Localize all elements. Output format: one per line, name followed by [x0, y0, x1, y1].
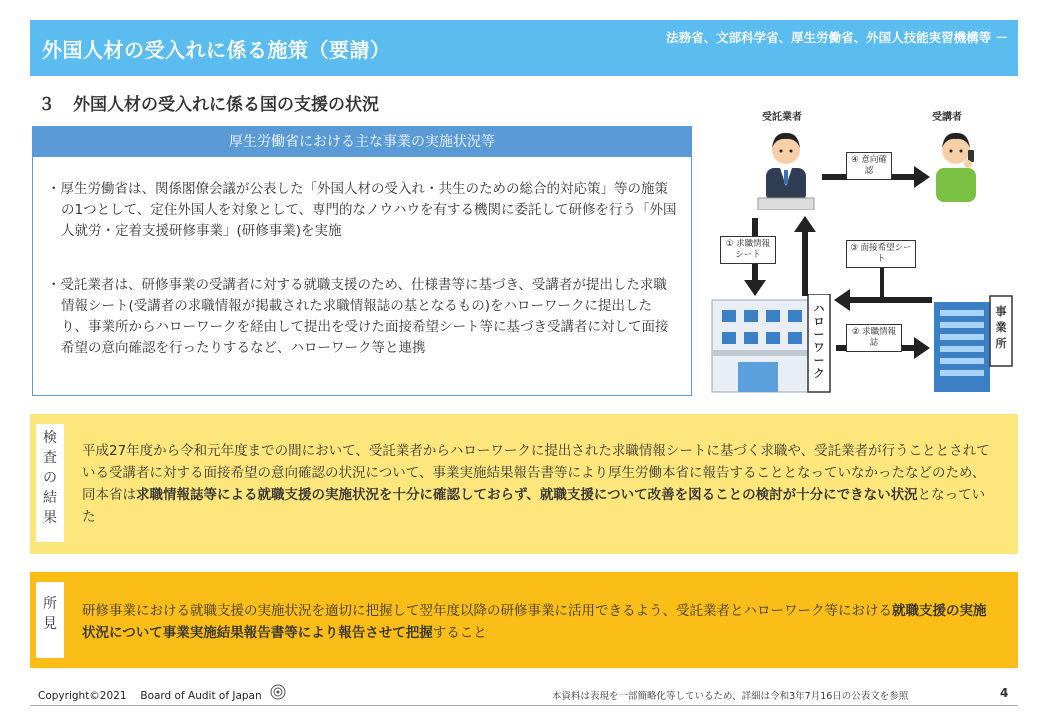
audit-result-panel [30, 414, 1018, 554]
header-organizations: 法務省、文部科学省、厚生労働省、外国人技能実習機構等 － [666, 30, 1008, 45]
page-title: 外国人材の受入れに係る施策（要請） [42, 38, 391, 62]
office-sign: 事業所 [995, 305, 1007, 350]
section-title-text: 外国人材の受入れに係る国の支援の状況 [73, 95, 379, 115]
step2-box: ② 求職情報誌 [846, 324, 902, 352]
mhlw-bullet-1: ・厚生労働省は、関係閣僚会議が公表した「外国人材の受入れ・共生のための総合的対応策」等の施策の1つとして、定住外国人を対象として、専門的なノウハウを有する機関に委託して研修を行う「外国人就労・定着支援研修事業」(研修事業)を実施 [47, 181, 677, 239]
trainee-label: 受講者 [932, 112, 962, 123]
support-flow-diagram [700, 100, 1020, 400]
mhlw-status-box [32, 126, 692, 396]
page-number: 4 [1000, 686, 1009, 700]
step4-box: ④ 意向確認 [846, 152, 892, 180]
hellowork-sign: ハローワーク [813, 302, 825, 380]
step1-box: ① 求職情報シート [720, 236, 776, 264]
audit-result-emphasis: 求職情報誌等による就職支援の実施状況を十分に確認しておらず、就職支援について改善を図ることの検討が十分にできない状況 [136, 487, 918, 503]
copyright-text: Copyright©2021 Board of Audit of Japan [38, 690, 262, 702]
header-bar [30, 20, 1018, 76]
audit-result-label: 検 査 の 結 果 [36, 424, 64, 542]
step3-box: ③ 面接希望シート [846, 240, 916, 268]
disclaimer-note: 本資料は表現を一部簡略化等しているため、詳細は令和3年7月16日の公表文を参照 [552, 691, 909, 702]
section-title [38, 90, 379, 115]
mhlw-bullet-2: ・受託業者は、研修事業の受講者に対する就職支援のため、仕様書等に基づき、受講者が提出した求職情報シート(受講者の求職情報が掲載された求職情報誌の基となるもの)をハローワークに提出したり、事業所からハローワークを経由して提出を受けた面接希望シート等に基づき受講者に対して面接希望の意向確認を行ったりするなど、ハローワーク等と連携 [47, 277, 669, 356]
section-number: ３ [38, 95, 55, 115]
contractor-label: 受託業者 [762, 112, 802, 123]
footer-divider [30, 705, 1018, 706]
audit-finding-emphasis: 就職支援の実施状況について事業実施結果報告書等により報告させて把握 [82, 603, 987, 641]
audit-result-text: 平成27年度から令和元年度までの間において、受託業者からハローワークに提出された求職情報シートに基づく求職や、受託業者が行うこととされている受講者に対する面接希望の意向確認の状況について、事業実施結果報告書等により厚生労働本省に報告することとなっていなかったなどのため、同本省は求職情報誌等による就職支援の実施状況を十分に確認しておらず、就職支援について改善を図ることの検討が十分にできない状況となっていた [82, 443, 990, 525]
audit-finding-panel [30, 572, 1018, 668]
mhlw-box-heading: 厚生労働省における主な事業の実施状況等 [33, 127, 691, 157]
audit-finding-label: 所 見 [36, 582, 64, 658]
board-seal-icon [270, 684, 286, 700]
audit-finding-text: 研修事業における就職支援の実施状況を適切に把握して翌年度以降の研修事業に活用できるよう、受託業者とハローワーク等における就職支援の実施状況について事業実施結果報告書等により報告させて把握すること [82, 603, 987, 641]
